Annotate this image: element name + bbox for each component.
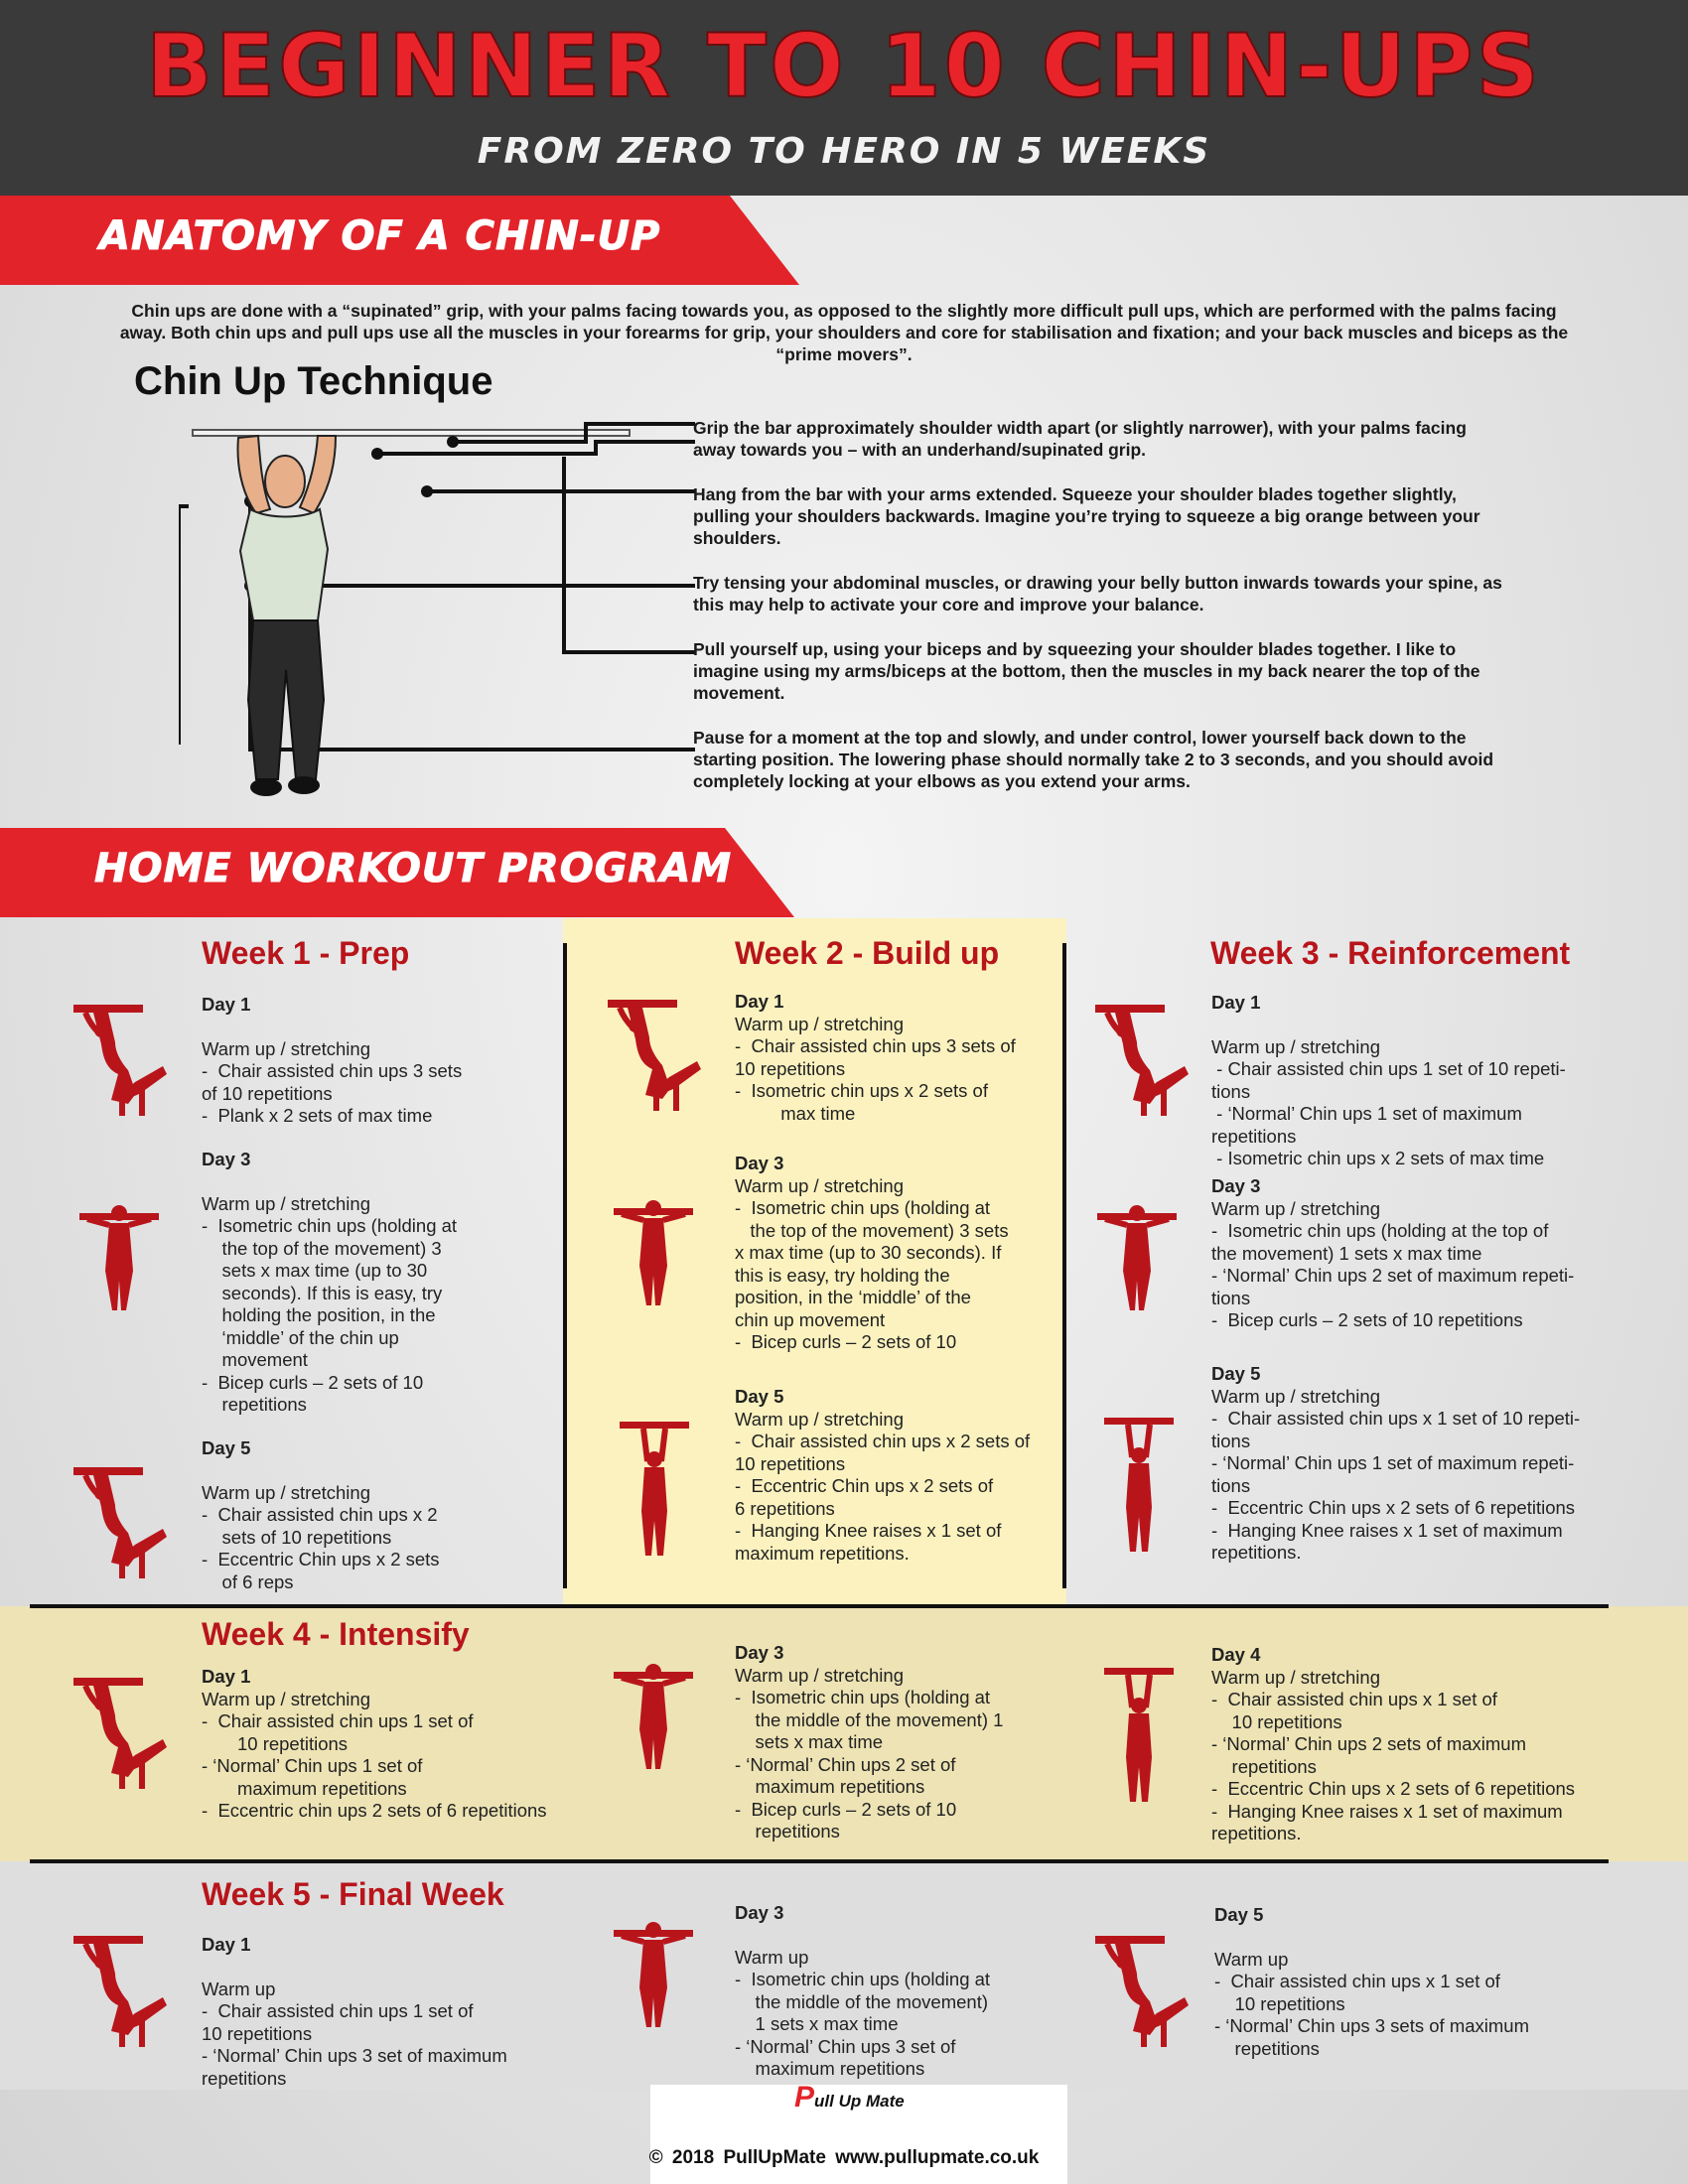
- day-line: - ‘Normal’ Chin ups 1 set of maximum: [1211, 1103, 1522, 1124]
- day-line: Warm up / stretching: [735, 1013, 904, 1034]
- column-divider-right: [1062, 943, 1066, 1588]
- week-3-title: Week 3 - Reinforcement: [1210, 935, 1571, 971]
- day-line: - Chair assisted chin ups 3 sets: [202, 1060, 463, 1081]
- day-line: Warm up / stretching: [202, 1481, 370, 1503]
- week-1-title: Week 1 - Prep: [202, 935, 410, 971]
- week-5-day-3: [735, 1902, 990, 2081]
- day-line: - Isometric chin ups (holding at the top of: [1211, 1220, 1549, 1241]
- day-line: x max time (up to 30 seconds). If: [735, 1242, 1002, 1263]
- day-line: Warm up / stretching: [202, 1192, 370, 1214]
- program-banner-text: HOME WORKOUT PROGRAM: [94, 846, 733, 891]
- brand-logo: [794, 2081, 905, 2115]
- day-line: - Isometric chin ups x 2 sets of max time: [1211, 1148, 1545, 1168]
- day-line: 10 repetitions: [1211, 1710, 1342, 1732]
- chair-assisted-chin-up-icon: [1095, 1936, 1195, 2055]
- day-label: Day 5: [1214, 1904, 1264, 1925]
- day-line: sets of 10 repetitions: [202, 1526, 392, 1548]
- day-line: repetitions.: [1211, 1823, 1302, 1843]
- day-label: Day 5: [202, 1437, 251, 1458]
- day-line: Warm up / stretching: [1211, 1197, 1380, 1219]
- day-line: Warm up: [202, 1978, 276, 1999]
- day-line: the top of the movement) 3: [202, 1237, 442, 1259]
- day-line: position, in the ‘middle’ of the: [735, 1287, 971, 1307]
- day-line: tions: [1211, 1287, 1251, 1308]
- week-4-day-4: [1211, 1644, 1575, 1845]
- day-line: - Isometric chin ups (holding at: [202, 1215, 458, 1236]
- week-2-day-1: [735, 991, 1016, 1125]
- row-divider-1: [30, 1604, 1609, 1608]
- day-line: 10 repetitions: [202, 1732, 349, 1754]
- week-3-day-3: [1211, 1175, 1574, 1332]
- day-line: repetitions: [735, 1821, 840, 1842]
- week-4-title: Week 4 - Intensify: [202, 1616, 470, 1652]
- day-line: ‘middle’ of the chin up: [202, 1326, 399, 1348]
- day-line: 10 repetitions: [735, 1452, 846, 1474]
- day-line: maximum repetitions: [202, 1777, 407, 1799]
- technique-step-5: Pause for a moment at the top and slowly, and under control, lower yourself back down to the starting position. The lowering phase should normally take 2 to 3 seconds, and you should avoid completely locking at your elbows as you extend your arms.: [693, 728, 1494, 791]
- day-line: repetitions: [1211, 1755, 1317, 1777]
- chin-up-diagram: [179, 402, 695, 819]
- day-line: - Isometric chin ups (holding at: [735, 1687, 991, 1707]
- day-line: seconds). If this is easy, try: [202, 1282, 443, 1303]
- day-line: - Bicep curls – 2 sets of 10: [202, 1371, 424, 1393]
- chair-assisted-chin-up-icon: [73, 1467, 173, 1586]
- isometric-chin-up-icon: [79, 1201, 159, 1315]
- day-line: - Chair assisted chin ups 3 sets of: [735, 1035, 1016, 1056]
- isometric-chin-up-icon: [614, 1660, 693, 1774]
- day-line: - Chair assisted chin ups x 2 sets of: [735, 1431, 1031, 1451]
- day-line: - Eccentric Chin ups x 2 sets: [202, 1549, 440, 1570]
- day-line: tions: [1211, 1474, 1251, 1496]
- page-title: BEGINNER TO 10 CHIN-UPS: [145, 15, 1542, 117]
- day-line: holding the position, in the: [202, 1304, 436, 1325]
- day-line: - Bicep curls – 2 sets of 10 repetitions: [1211, 1309, 1523, 1330]
- day-line: Warm up / stretching: [1211, 1666, 1380, 1688]
- day-line: - Eccentric Chin ups x 2 sets of 6 repetitions: [1211, 1778, 1576, 1799]
- page-subtitle: FROM ZERO TO HERO IN 5 WEEKS: [477, 131, 1211, 172]
- day-label: Day 1: [202, 1934, 251, 1955]
- day-label: Day 1: [202, 1666, 251, 1687]
- isometric-chin-up-icon: [614, 1918, 693, 2032]
- day-label: Day 1: [202, 994, 251, 1015]
- footer-copyright: © 2018 PullUpMate www.pullupmate.co.uk: [648, 2147, 1040, 2168]
- day-label: Day 3: [735, 1642, 784, 1663]
- day-line: Warm up / stretching: [1211, 1035, 1380, 1057]
- day-line: - ‘Normal’ Chin ups 1 set of: [202, 1755, 423, 1776]
- technique-step-1: Grip the bar approximately shoulder width apart (or slightly narrower), with your palms facing away towards you – with an underhand/supinated grip.: [693, 418, 1467, 460]
- day-line: 10 repetitions: [202, 2022, 313, 2044]
- day-line: - Bicep curls – 2 sets of 10: [735, 1331, 957, 1352]
- anatomy-banner: [0, 196, 804, 285]
- day-line: - Hanging Knee raises x 1 set of: [735, 1520, 1002, 1541]
- man-figure: [238, 436, 336, 796]
- hanging-knee-raise-icon: [1104, 1418, 1174, 1557]
- isometric-chin-up-icon: [614, 1196, 693, 1310]
- week-2-day-3: [735, 1153, 1009, 1354]
- technique-step-4: Pull yourself up, using your biceps and by squeezing your shoulder blades together. I like to imagine using my arms/biceps at the bottom, then the muscles in my back nearer the top of the movement.: [693, 639, 1480, 703]
- week-1-day-5: [202, 1437, 440, 1593]
- day-line: - Hanging Knee raises x 1 set of maximum: [1211, 1519, 1563, 1541]
- day-line: 10 repetitions: [735, 1057, 846, 1079]
- day-line: maximum repetitions: [735, 2058, 925, 2079]
- chair-assisted-chin-up-icon: [1095, 1005, 1195, 1124]
- day-line: repetitions: [202, 2067, 287, 2089]
- day-line: Warm up / stretching: [735, 1408, 904, 1430]
- day-line: tions: [1211, 1430, 1251, 1451]
- day-line: Warm up / stretching: [202, 1037, 370, 1059]
- week-4-day-3: [735, 1642, 1003, 1843]
- hanging-knee-raise-icon: [1104, 1668, 1174, 1807]
- week-1-day-1: [202, 994, 462, 1128]
- technique-step-2: Hang from the bar with your arms extended. Squeeze your shoulder blades together slightly, pulling your shoulders backwards. Imagine you’re trying to squeeze a big orange between your shoulders.: [693, 484, 1480, 548]
- day-label: Day 3: [1211, 1175, 1261, 1196]
- day-line: - Chair assisted chin ups x 2: [202, 1504, 438, 1525]
- day-label: Day 3: [735, 1902, 784, 1923]
- day-label: Day 1: [735, 991, 784, 1012]
- day-line: - ‘Normal’ Chin ups 2 sets of maximum: [1211, 1733, 1526, 1754]
- day-line: maximum repetitions.: [735, 1542, 910, 1564]
- week-2-title: Week 2 - Build up: [735, 935, 1000, 971]
- day-line: repetitions: [1214, 2037, 1320, 2059]
- day-line: repetitions: [1211, 1125, 1297, 1147]
- day-line: 10 repetitions: [1214, 1992, 1345, 2014]
- day-line: - Isometric chin ups (holding at: [735, 1969, 991, 1989]
- day-line: Warm up / stretching: [202, 1688, 370, 1709]
- day-line: - Chair assisted chin ups x 1 set of 10 repeti-: [1211, 1408, 1581, 1429]
- day-line: 1 sets x max time: [735, 2013, 899, 2034]
- day-line: - Eccentric Chin ups x 2 sets of: [735, 1475, 994, 1496]
- day-line: the middle of the movement): [735, 1990, 989, 2012]
- row-divider-2: [30, 1859, 1609, 1863]
- logo-text: ull Up Mate: [814, 2092, 905, 2111]
- technique-step-3: Try tensing your abdominal muscles, or drawing your belly button inwards towards your spine, as this may help to activate your core and improve your balance.: [693, 573, 1502, 614]
- day-label: Day 5: [735, 1386, 784, 1407]
- day-line: - ‘Normal’ Chin ups 1 set of maximum repeti-: [1211, 1452, 1575, 1473]
- logo-p: P: [794, 2081, 815, 2114]
- day-line: Warm up: [1214, 1948, 1289, 1970]
- day-line: the top of the movement) 3 sets: [735, 1219, 1009, 1241]
- day-line: movement: [202, 1349, 308, 1370]
- week-3-day-5: [1211, 1363, 1580, 1565]
- day-line: chin up movement: [735, 1308, 886, 1330]
- day-line: the middle of the movement) 1: [735, 1708, 1004, 1730]
- technique-title: Chin Up Technique: [134, 359, 493, 403]
- day-line: - Plank x 2 sets of max time: [202, 1105, 433, 1126]
- day-line: max time: [735, 1102, 856, 1124]
- day-line: sets x max time: [735, 1731, 884, 1752]
- day-line: of 6 reps: [202, 1570, 294, 1592]
- chair-assisted-chin-up-icon: [73, 1936, 173, 2055]
- day-line: repetitions.: [1211, 1542, 1302, 1563]
- header-bar: [0, 0, 1688, 196]
- day-line: - Chair assisted chin ups 1 set of: [202, 2000, 474, 2021]
- day-line: - Hanging Knee raises x 1 set of maximum: [1211, 1800, 1563, 1822]
- chair-assisted-chin-up-icon: [73, 1678, 173, 1797]
- program-banner: [0, 828, 804, 917]
- chair-assisted-chin-up-icon: [73, 1005, 173, 1124]
- day-line: - Chair assisted chin ups 1 set of 10 repeti-: [1211, 1058, 1566, 1079]
- day-line: 6 repetitions: [735, 1497, 835, 1519]
- day-line: Warm up: [735, 1946, 809, 1968]
- day-line: of 10 repetitions: [202, 1082, 333, 1104]
- day-line: - Chair assisted chin ups 1 set of: [202, 1710, 474, 1731]
- day-line: - ‘Normal’ Chin ups 3 sets of maximum: [1214, 2015, 1529, 2036]
- hanging-knee-raise-icon: [620, 1422, 689, 1561]
- day-label: Day 3: [202, 1149, 251, 1169]
- day-label: Day 4: [1211, 1644, 1261, 1665]
- week-5-day-1: [202, 1934, 507, 2090]
- anatomy-banner-text: ANATOMY OF A CHIN-UP: [99, 213, 661, 259]
- day-line: - Chair assisted chin ups x 1 set of: [1211, 1689, 1497, 1709]
- week-2-day-5: [735, 1386, 1030, 1565]
- day-line: - Bicep curls – 2 sets of 10: [735, 1798, 957, 1820]
- intro-paragraph: Chin ups are done with a “supinated” grip, with your palms facing towards you, as opposed to the slightly more difficult pull ups, which are performed with the palms facing away. Both chin ups and pull ups use all the muscles in your forearms for grip, your shoulders and core for stabilisation and fixation; and your back muscles and biceps as the “prime movers”.: [119, 301, 1569, 364]
- day-label: Day 5: [1211, 1363, 1261, 1384]
- day-line: Warm up / stretching: [1211, 1385, 1380, 1407]
- day-line: - ‘Normal’ Chin ups 2 set of maximum repeti-: [1211, 1265, 1575, 1286]
- day-line: - Isometric chin ups x 2 sets of: [735, 1080, 988, 1101]
- day-line: repetitions: [202, 1394, 307, 1415]
- day-label: Day 1: [1211, 992, 1261, 1013]
- chair-assisted-chin-up-icon: [608, 1000, 707, 1119]
- day-line: this is easy, try holding the: [735, 1264, 950, 1286]
- day-line: - ‘Normal’ Chin ups 2 set of: [735, 1753, 956, 1775]
- column-divider-left: [563, 943, 567, 1588]
- day-line: tions: [1211, 1080, 1251, 1102]
- week-3-day-1: [1211, 992, 1566, 1170]
- day-line: maximum repetitions: [735, 1776, 925, 1797]
- isometric-chin-up-icon: [1097, 1201, 1177, 1315]
- week-1-day-3: [202, 1149, 457, 1417]
- day-label: Day 3: [735, 1153, 784, 1173]
- day-line: - ‘Normal’ Chin ups 3 set of: [735, 2035, 956, 2057]
- week-5-day-5: [1214, 1904, 1529, 2060]
- week-5-title: Week 5 - Final Week: [202, 1876, 504, 1912]
- day-line: - ‘Normal’ Chin ups 3 set of maximum: [202, 2045, 507, 2066]
- day-line: Warm up / stretching: [735, 1174, 904, 1196]
- day-line: - Eccentric chin ups 2 sets of 6 repetitions: [202, 1800, 547, 1821]
- day-line: Warm up / stretching: [735, 1664, 904, 1686]
- day-line: sets x max time (up to 30: [202, 1260, 428, 1281]
- day-line: - Isometric chin ups (holding at: [735, 1197, 991, 1218]
- day-line: - Eccentric Chin ups x 2 sets of 6 repetitions: [1211, 1497, 1576, 1518]
- day-line: the movement) 1 sets x max time: [1211, 1242, 1482, 1264]
- day-line: - Chair assisted chin ups x 1 set of: [1214, 1971, 1500, 1991]
- week-4-day-1: [202, 1666, 547, 1823]
